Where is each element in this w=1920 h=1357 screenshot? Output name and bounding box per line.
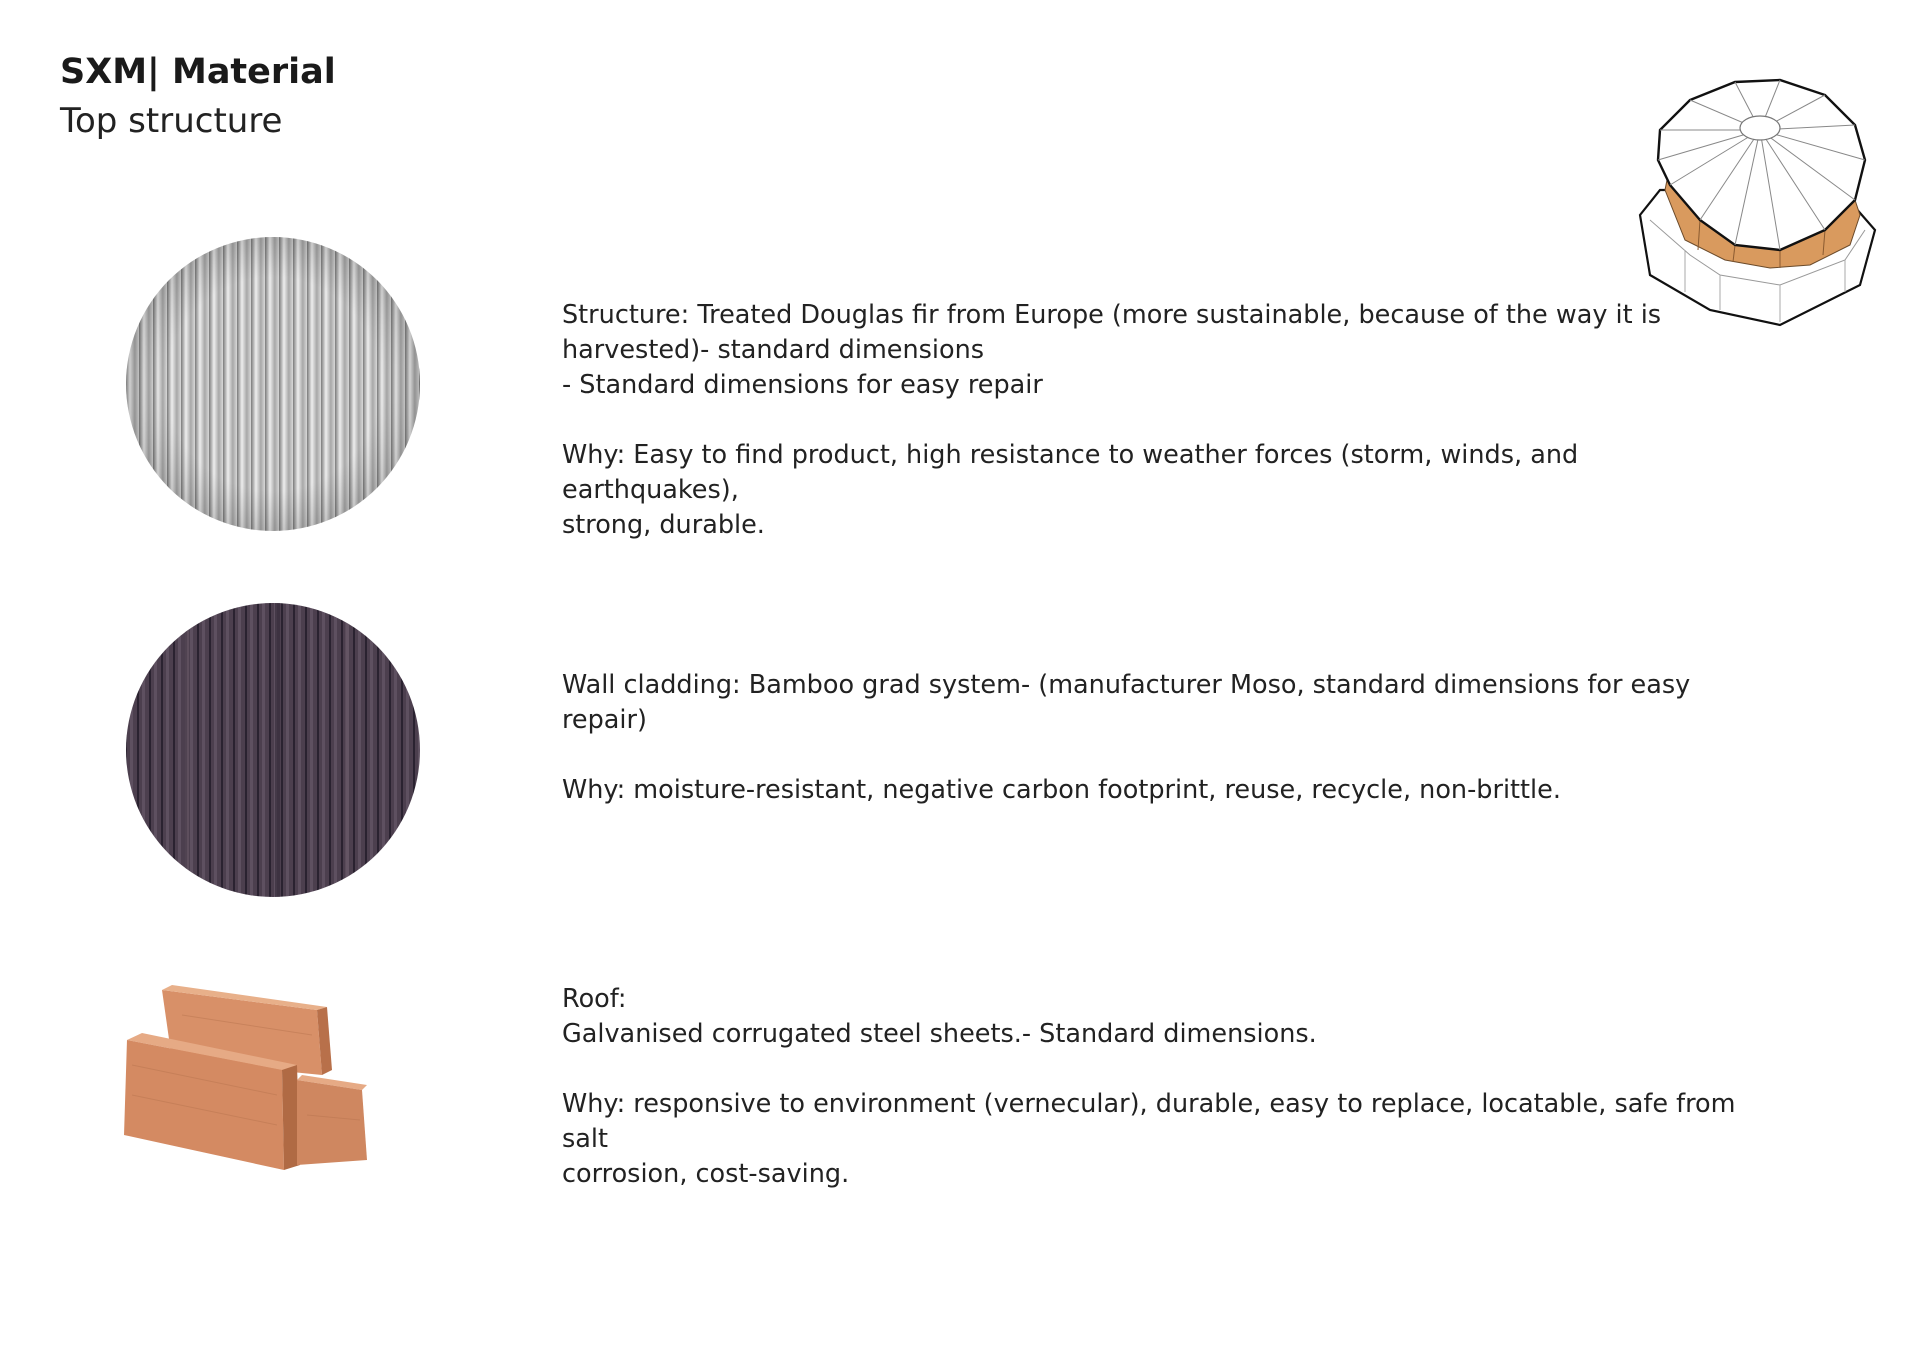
corrugated-steel-swatch bbox=[125, 236, 421, 532]
material-description-structure bbox=[562, 298, 1742, 543]
bamboo-cladding-swatch bbox=[125, 602, 421, 898]
roof-why-1: Why: responsive to environment (vernecular), durable, easy to replace, locatable, safe from salt bbox=[562, 1089, 1736, 1154]
structure-line-2: harvested)- standard dimensions bbox=[562, 335, 985, 365]
material-description-roof bbox=[562, 982, 1742, 1192]
page-title: SXM| Material bbox=[60, 52, 336, 92]
structure-why-2: strong, durable. bbox=[562, 510, 765, 540]
roof-why-2: corrosion, cost-saving. bbox=[562, 1159, 850, 1189]
timber-beams-image bbox=[122, 985, 372, 1175]
structure-why-1: Why: Easy to find product, high resistance to weather forces (storm, winds, and earthquakes), bbox=[562, 440, 1579, 505]
wall-cladding-why-1: Why: moisture-resistant, negative carbon footprint, reuse, recycle, non-brittle. bbox=[562, 775, 1561, 805]
structure-line-3: - Standard dimensions for easy repair bbox=[562, 370, 1043, 400]
structure-line-1: Structure: Treated Douglas fir from Europe (more sustainable, because of the way it is bbox=[562, 300, 1662, 330]
material-description-wall-cladding bbox=[562, 668, 1742, 808]
roof-line-1: Roof: bbox=[562, 984, 627, 1014]
wall-cladding-line-1: Wall cladding: Bamboo grad system- (manufacturer Moso, standard dimensions for easy repair) bbox=[562, 670, 1691, 735]
roof-line-2: Galvanised corrugated steel sheets.- Standard dimensions. bbox=[562, 1019, 1317, 1049]
page-subtitle: Top structure bbox=[60, 101, 283, 141]
